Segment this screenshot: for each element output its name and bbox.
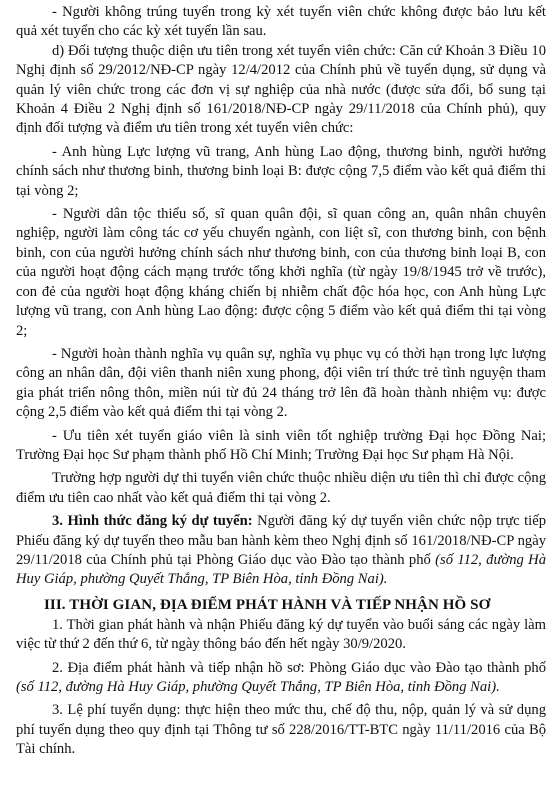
paragraph-priority-5-points: - Người dân tộc thiểu số, sĩ quan quân đội, sĩ quan công an, quân nhân chuyên nghiệp, người làm công tác cơ yếu chuyển ngành, con liệt sĩ, con thương binh, con bệnh binh, con của người hưởng chính sách như thương binh, con của thương binh loại B, con của người hoạt động cách mạng trước tổng khởi nghĩa (từ ngày 19/8/1945 trở về trước), con đẻ của người hoạt động kháng chiến bị nhiễm chất độc hóa học, con Anh hùng Lực lượng vũ trang, con Anh hùng Lao động: được cộng 5 điểm vào kết quả điểm thi tại vòng 2; [16,206,546,339]
registration-form-text: Người đăng ký dự tuyển viên chức nộp trực tiếp Phiếu đăng ký dự tuyển theo mẫu ban hành kèm theo Nghị định số 161/2018/NĐ-CP ngày 29/11/2018 của Chính phủ tại Phòng Giáo dục vào Đào tạo thành phố [16,513,546,568]
paragraph-time: 1. Thời gian phát hành và nhận Phiếu đăng ký dự tuyển vào buổi sáng các ngày làm việc từ thứ 2 đến thứ 6, từ ngày thông báo đến hết ngày 30/9/2020. [16,616,546,653]
location-address: (số 112, đường Hà Huy Giáp, phường Quyết Thắng, TP Biên Hòa, tỉnh Đồng Nai). [16,679,500,695]
paragraph-teacher-priority: - Ưu tiên xét tuyển giáo viên là sinh viên tốt nghiệp trường Đại học Đồng Nai; Trường Đại học Sư phạm thành phố Hồ Chí Minh; Trường Đại học Sư phạm Hà Nội. [16,427,546,463]
paragraph-priority-subjects: d) Đối tượng thuộc diện ưu tiên trong xét tuyển viên chức: Căn cứ Khoản 3 Điều 10 Nghị định số 29/2012/NĐ-CP ngày 12/4/2012 của Chính phủ về tuyển dụng, sử dụng và quản lý viên chức trong các đơn vị sự nghiệp của nhà nước (được sửa đổi, bổ sung tại Khoản 4 Điều 2 Nghị định số 161/2018/NĐ-CP ngày 29/11/2018 của Chính phủ), quy định đối tượng và điểm ưu tiên trong xét tuyển viên chức: [16,42,546,137]
paragraph-priority-7-5-points: - Anh hùng Lực lượng vũ trang, Anh hùng Lao động, thương binh, người hưởng chính sách như thương binh, thương binh loại B: được cộng 7,5 điểm vào kết quả điểm thi tại vòng 2; [16,143,546,199]
paragraph-fee: 3. Lệ phí tuyển dụng: thực hiện theo mức thu, chế độ thu, nộp, quản lý và sử dụng phí tuyển dụng theo quy định tại Thông tư số 228/2016/TT-BTC ngày 11/11/2016 của Bộ Tài chính. [16,702,546,758]
paragraph-registration-form [16,512,546,590]
paragraph-highest-priority: Trường hợp người dự thi tuyển viên chức thuộc nhiều diện ưu tiên thì chỉ được cộng điểm ưu tiên cao nhất vào kết quả điểm thi tại vòng 2. [16,470,546,506]
paragraph-no-reservation: - Người không trúng tuyển trong kỳ xét tuyển viên chức không được bảo lưu kết quả xét tuyển cho các kỳ xét tuyển lần sau. [16,4,546,40]
location-text: 2. Địa điểm phát hành và tiếp nhận hồ sơ: Phòng Giáo dục vào Đào tạo thành phố [52,659,546,676]
paragraph-priority-2-5-points: - Người hoàn thành nghĩa vụ quân sự, nghĩa vụ phục vụ có thời hạn trong lực lượng công an nhân dân, đội viên thanh niên xung phong, đội viên trí thức trẻ tình nguyện tham gia phát triển nông thôn, miền núi từ đủ 24 tháng trở lên đã hoàn thành nhiệm vụ: được cộng 2,5 điểm vào kết quả điểm thi tại vòng 2. [16,345,546,421]
section-heading-iii: III. THỜI GIAN, ĐỊA ĐIỂM PHÁT HÀNH VÀ TIẾP NHẬN HỒ SƠ [44,596,491,613]
registration-form-heading: 3. Hình thức đăng ký dự tuyển: [52,513,253,530]
registration-address: (số 112, đường Hà Huy Giáp, phường Quyết Thắng, TP Biên Hòa, tỉnh Đồng Nai). [16,551,546,588]
paragraph-location [16,659,546,698]
